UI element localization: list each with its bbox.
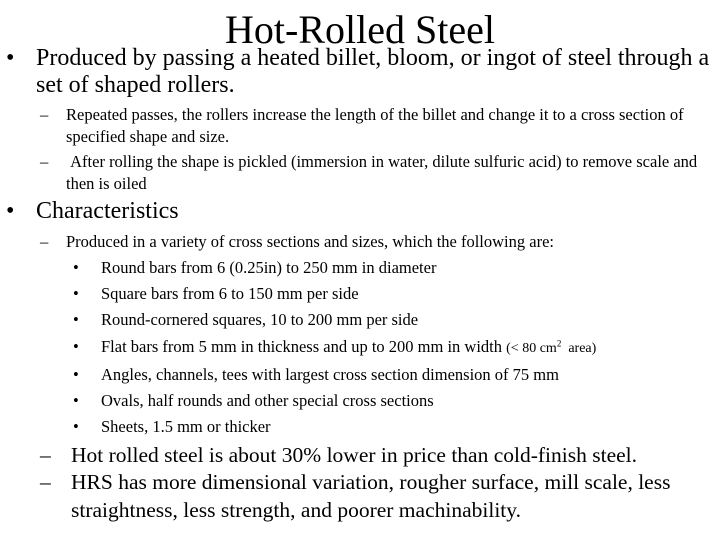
dash-marker: – — [40, 232, 49, 251]
dash-marker: – — [40, 152, 49, 171]
bullet-produced-text: Produced by passing a heated billet, bloom, or ingot of steel through a set of shaped rollers. — [36, 45, 710, 98]
bullet-marker: • — [73, 284, 79, 304]
sub-bullet-price — [40, 442, 718, 470]
area-note-suffix: area) — [561, 340, 597, 356]
sub-bullet-produced-variety — [40, 231, 710, 253]
sub-bullet-text: Produced in a variety of cross sections and sizes, which the following are: — [66, 232, 554, 251]
bullet-marker: • — [73, 258, 79, 277]
sub-bullet-text: After rolling the shape is pickled (immersion in water, dilute sulfuric acid) to remove scale and then is oiled — [66, 152, 702, 193]
shape-list — [73, 255, 718, 440]
list-item-text: Angles, channels, tees with largest cross section dimension of 75 mm — [101, 364, 559, 384]
flat-bars-text: Flat bars from 5 mm in thickness and up to 200 mm in width — [101, 336, 503, 356]
dash-marker: – — [40, 105, 49, 124]
sub-bullet-after-rolling — [40, 151, 700, 195]
list-item — [73, 281, 718, 307]
area-note-superscript: 2 — [556, 337, 562, 348]
sub-bullet-text: HRS has more dimensional variation, rougher surface, mill scale, less straightness, less strength, and poorer machinability. — [71, 470, 671, 522]
list-item — [73, 362, 718, 388]
sub-bullet-text: Repeated passes, the rollers increase the length of the billet and change it to a cross section of specified shape and size. — [66, 105, 684, 146]
sub-bullet-repeated-passes — [40, 104, 700, 148]
area-note-prefix: (< 80 cm — [506, 340, 557, 356]
bullet-marker: • — [73, 364, 79, 384]
flat-bars-area-note — [506, 337, 597, 356]
bullet-marker: • — [73, 417, 79, 437]
list-item-text: Square bars from 6 to 150 mm per side — [101, 284, 359, 304]
dash-marker: – — [40, 443, 51, 467]
bullet-marker: • — [73, 310, 79, 330]
list-item-text: Round-cornered squares, 10 to 200 mm per side — [101, 310, 419, 330]
slide-title: Hot-Rolled Steel — [225, 7, 495, 52]
bullet-marker: • — [73, 391, 79, 411]
list-item — [73, 388, 718, 414]
list-item-text — [101, 334, 718, 362]
sub-bullet-hrs-variation — [40, 469, 718, 524]
bullet-produced — [0, 45, 716, 99]
list-item — [73, 307, 718, 333]
sub-bullet-text: Hot rolled steel is about 30% lower in price than cold-finish steel. — [71, 443, 638, 467]
list-item — [73, 255, 718, 281]
list-item-text: Sheets, 1.5 mm or thicker — [101, 417, 271, 437]
bullet-characteristics-text: Characteristics — [36, 198, 179, 224]
bullet-marker: • — [73, 336, 79, 356]
bullet-marker: • — [6, 198, 15, 224]
list-item-text: Ovals, half rounds and other special cross sections — [101, 391, 434, 411]
dash-marker: – — [40, 470, 51, 494]
list-item-text: Round bars from 6 (0.25in) to 250 mm in diameter — [101, 258, 437, 277]
list-item — [73, 334, 718, 362]
list-item — [73, 414, 718, 440]
bullet-marker: • — [6, 45, 15, 71]
bullet-characteristics — [0, 198, 716, 225]
